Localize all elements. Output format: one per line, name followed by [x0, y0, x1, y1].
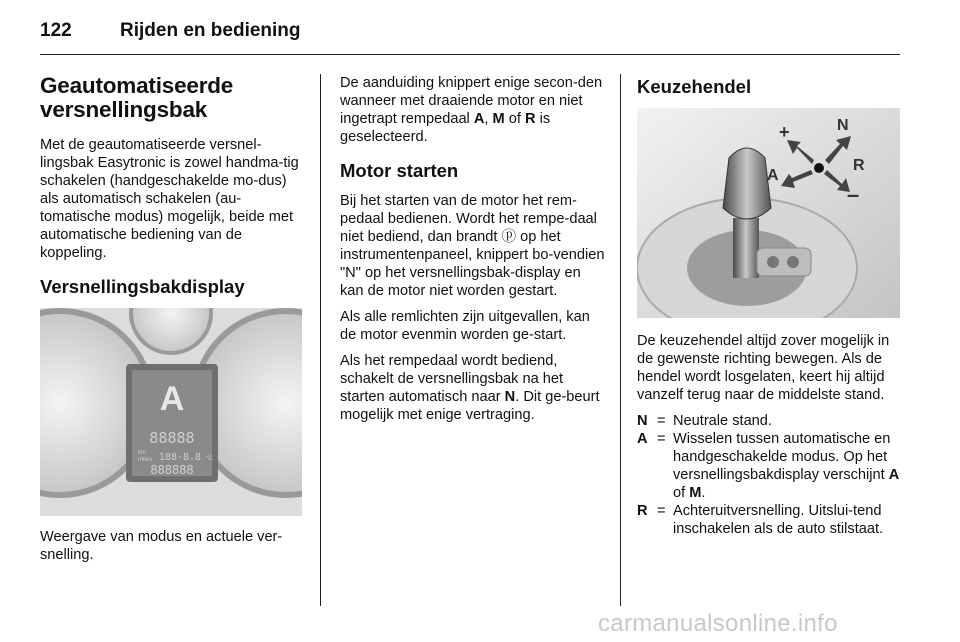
lever-n-label: N [837, 117, 849, 134]
display-heading: Versnellingsbakdisplay [40, 276, 245, 297]
key-n: N [504, 389, 516, 405]
keuzehendel-heading: Keuzehendel [637, 76, 752, 97]
legend-desc-a [673, 430, 903, 502]
lever-minus-label: – [847, 182, 860, 207]
legend-row-a [637, 430, 903, 502]
legend-eq: = [657, 503, 666, 519]
neutral-text-a: Als het rempedaal wordt bediend, schakelt de versnellingsbak na het starten automatisch naar [340, 353, 564, 405]
legend-eq: = [657, 413, 666, 429]
lever-paragraph: De keuzehendel altijd zover mogelijk in de gewenste richting bewegen. Als de hendel wordt losgelaten, keert hij altijd vanzelf terug naar de middelste stand. [637, 333, 890, 403]
column-2 [340, 74, 608, 432]
header-rule [40, 54, 900, 55]
neutral-text-b: . Dit ge-beurt mogelijk met enige vertraging. [340, 389, 600, 423]
legend-key-n: N [637, 413, 648, 429]
display-digits-top: 88888 [149, 429, 195, 447]
legend-desc-a-text: Wisselen tussen automatische en handgeschakelde modus. Op het versnellingsbakdisplay verschijnt [673, 431, 891, 483]
sep-2: of [504, 111, 525, 127]
legend-desc-n: Neutrale stand. [673, 413, 772, 429]
gear-lever-figure [637, 108, 900, 318]
display-miles-label: miles [138, 457, 153, 463]
display-digits-mid: 188·8.8 [158, 452, 202, 463]
blink-paragraph [340, 74, 608, 146]
legend-desc-a-mid: of [673, 485, 690, 501]
gear-lever-illustration [637, 108, 900, 318]
legend-key-a: A [637, 431, 648, 447]
lever-a-label: A [767, 167, 779, 184]
watermark: carmanualsonline.info [598, 610, 838, 637]
display-unit: °C [206, 456, 213, 462]
gearbox-display-figure [40, 308, 302, 516]
key-a: A [473, 111, 485, 127]
figure-caption: Weergave van modus en actuele ver-snelling. [40, 529, 283, 563]
instrument-cluster-illustration [40, 308, 302, 516]
intro-paragraph: Met de geautomatiseerde versnel-lingsbak Easytronic is zowel handma-tig schakelen (handgeschakelde mo-dus) als automatisch schakelen (au-tomatische modus) mogelijk, beide met automatische bediening van de koppeling. [40, 137, 299, 261]
display-big-letter: A [159, 380, 185, 418]
start-paragraph: Bij het starten van de motor het rem-pedaal bedienen. Wordt het rempe-daal niet bediend, dan brandt ⓟ op het instrumentenpaneel, knippert bo-vendien "N" op het versnellingsbak-display en kan de motor niet worden gestart. [340, 193, 605, 299]
column-divider-1 [320, 74, 321, 606]
legend-desc-a-key2: M [689, 485, 702, 501]
display-km-label: km [138, 450, 146, 456]
page-number: 122 [40, 20, 72, 41]
page-header [40, 14, 900, 52]
legend-desc-a-key1: A [888, 467, 900, 483]
lever-plus-label: + [779, 122, 790, 142]
lever-legend [637, 412, 903, 538]
legend-row-n [637, 412, 903, 430]
sep-1: , [484, 111, 493, 127]
lever-r-label: R [853, 157, 865, 174]
column-1 [40, 74, 308, 572]
column-divider-2 [620, 74, 621, 606]
legend-desc-r: Achteruitversnelling. Uitslui-tend inschakelen als de auto stilstaat. [673, 503, 884, 537]
blink-text-b: is geselecteerd. [340, 111, 551, 145]
motor-starten-heading: Motor starten [340, 160, 459, 181]
chapter-title: Rijden en bediening [120, 20, 301, 41]
legend-eq: = [657, 431, 666, 447]
legend-key-r: R [637, 503, 648, 519]
column-3 [637, 74, 903, 538]
legend-desc-a-end: . [701, 485, 706, 501]
key-r: R [524, 111, 536, 127]
section-title: Geautomatiseerde versnellingsbak [40, 73, 234, 122]
display-digits-bottom: 888888 [150, 463, 194, 477]
key-m: M [492, 111, 505, 127]
neutral-paragraph [340, 352, 608, 424]
blink-text-a: De aanduiding knippert enige secon-den wanneer met draaiende motor en niet ingetrapt rempedaal [340, 75, 603, 127]
brake-lights-paragraph: Als alle remlichten zijn uitgevallen, kan de motor evenmin worden ge-start. [340, 309, 590, 343]
legend-row-r [637, 502, 903, 538]
